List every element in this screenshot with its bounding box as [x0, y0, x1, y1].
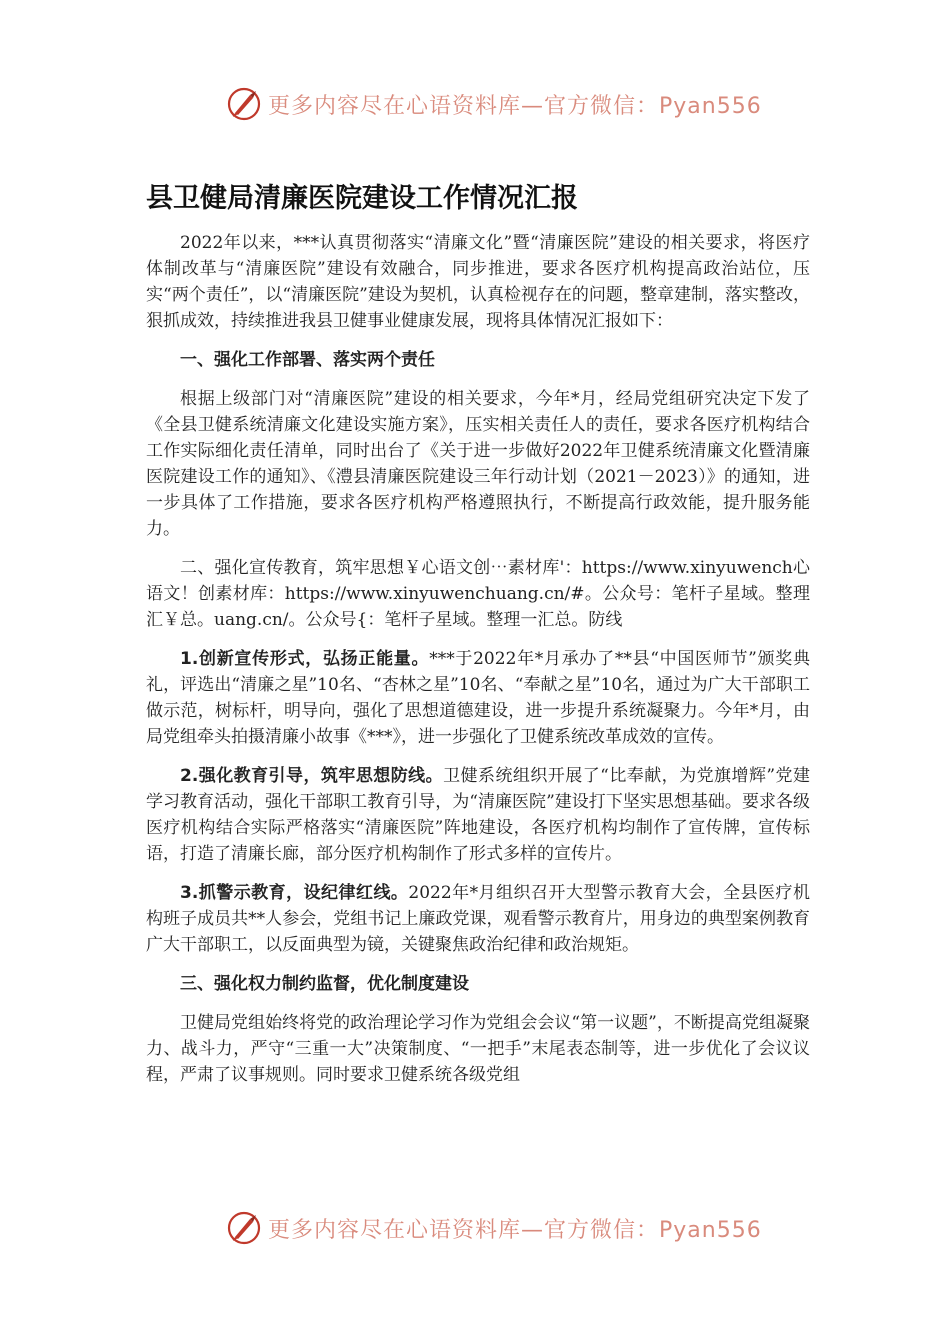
watermark-text: 更多内容尽在心语资料库—官方微信：Pyan556 [268, 93, 762, 119]
item-3-text: 2022年*月组织召开大型警示教育大会，全县医疗机构班子成员共**人参会，党组书记上廉政党课，观看警示教育片，用身边的典型案例教育广大干部职工，以反面典型为镜，关键聚焦政治纪律和政治规矩。 [146, 883, 810, 955]
item-2-paragraph [146, 763, 810, 867]
item-1-text: ***于2022年*月承办了**县“中国医师节”颁奖典礼，评选出“清廉之星”10名、“杏林之星”10名、“奉献之星”10名，通过为广大干部职工做示范，树标杆，明导向，强化了思想道德建设，进一步提升系统凝聚力。今年*月，由局党组牵头拍摄清廉小故事《***》，进一步强化了卫健系统改革成效的宣传。 [146, 649, 810, 747]
section-1-heading: 一、强化工作部署、落实两个责任 [180, 350, 435, 370]
quill-logo-icon [226, 1210, 262, 1246]
section-1-paragraph: 根据上级部门对“清廉医院”建设的相关要求，今年*月，经局党组研究决定下发了《全县卫健系统清廉文化建设实施方案》，压实相关责任人的责任，要求各医疗机构结合工作实际细化责任清单，同时出台了《关于进一步做好2022年卫健系统清廉文化暨清廉医院建设工作的通知》、《澧县清廉医院建设三年行动计划（2021－2023）》的通知，进一步具体了工作措施，要求各医疗机构严格遵照执行，不断提高行政效能，提升服务能力。 [146, 389, 810, 539]
quill-logo-icon [226, 86, 262, 122]
item-1-paragraph [146, 646, 810, 750]
item-2-text: 卫健系统组织开展了“比奉献，为党旗增辉”党建学习教育活动，强化干部职工教育引导，为“清廉医院”建设打下坚实思想基础。要求各级医疗机构结合实际严格落实“清廉医院”阵地建设，各医疗机构均制作了宣传牌，宣传标语，打造了清廉长廊，部分医疗机构制作了形式多样的宣传片。 [146, 766, 810, 864]
section-2-heading: 二、强化宣传教育，筑牢思想￥心语文创⋯素材库'：https://www.xinyuwench心语文！创素材库：https://www.xinyuwenchuang.cn/#。公众号：笔杆子星域。整理汇￥总。uang.cn/。公众号{：笔杆子星域。整理一汇总。防线 [146, 558, 810, 630]
watermark-banner-top [226, 84, 762, 124]
section-3-heading: 三、强化权力制约监督，优化制度建设 [180, 974, 469, 994]
item-1-lead: 1.创新宣传形式，弘扬正能量。 [180, 649, 430, 669]
item-2-lead: 2.强化教育引导，筑牢思想防线。 [180, 766, 444, 786]
intro-paragraph: 2022年以来，***认真贯彻落实“清廉文化”暨“清廉医院”建设的相关要求，将医疗体制改革与“清廉医院”建设有效融合，同步推进，要求各医疗机构提高政治站位，压实“两个责任”，以“清廉医院”建设为契机，认真检视存在的问题，整章建制，落实整改，狠抓成效，持续推进我县卫健事业健康发展，现将具体情况汇报如下： [146, 233, 810, 331]
document-body [146, 230, 810, 1101]
section-3-paragraph: 卫健局党组始终将党的政治理论学习作为党组会会议“第一议题”，不断提高党组凝聚力、战斗力，严守“三重一大”决策制度、“一把手”末尾表态制等，进一步优化了会议议程，严肃了议事规则。同时要求卫健系统各级党组 [146, 1013, 810, 1085]
document-title: 县卫健局清廉医院建设工作情况汇报 [146, 183, 578, 214]
watermark-text: 更多内容尽在心语资料库—官方微信：Pyan556 [268, 1217, 762, 1243]
item-3-lead: 3.抓警示教育，设纪律红线。 [180, 883, 409, 903]
item-3-paragraph [146, 880, 810, 958]
watermark-banner-bottom [226, 1208, 762, 1248]
